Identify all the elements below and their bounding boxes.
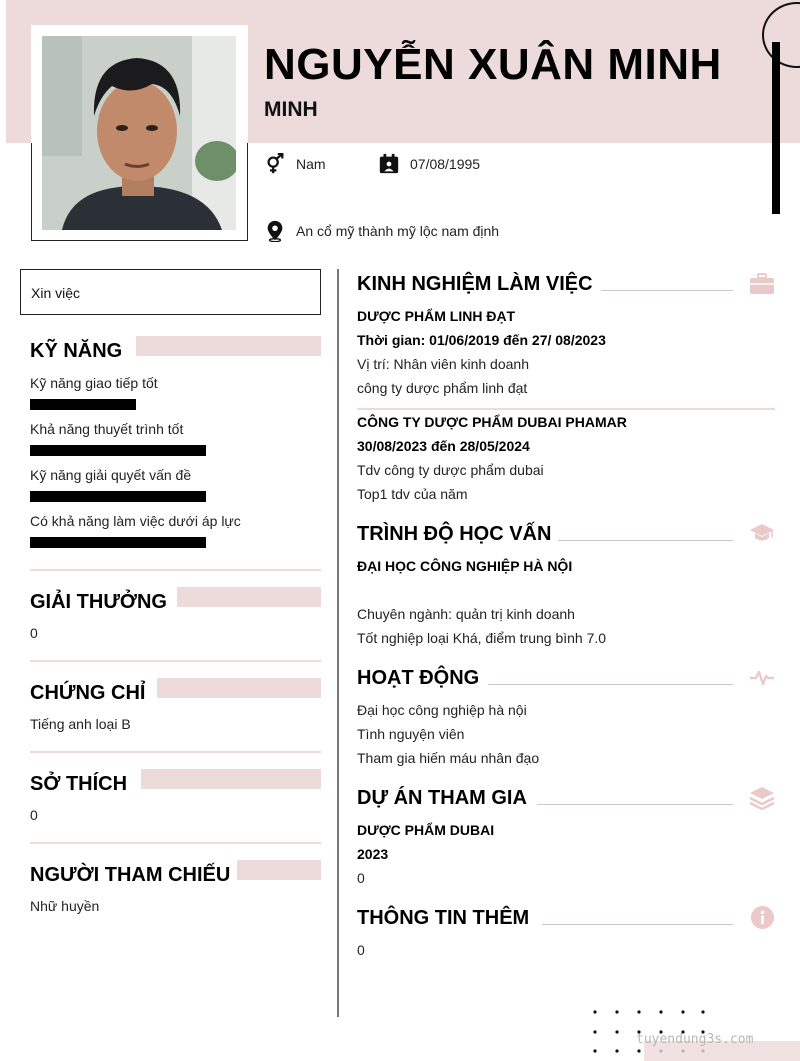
- job-company: CÔNG TY DƯỢC PHẨM DUBAI PHAMAR: [357, 414, 627, 430]
- project-detail: 0: [357, 870, 365, 886]
- projects-title-rule: [537, 804, 733, 805]
- skill-item: [30, 513, 321, 559]
- skill-item: [30, 421, 321, 467]
- education-major: Chuyên ngành: quản trị kinh doanh: [357, 606, 575, 622]
- education-title: TRÌNH ĐỘ HỌC VẤN: [357, 523, 552, 545]
- job-company: DƯỢC PHẨM LINH ĐẠT: [357, 308, 516, 324]
- references-title: NGƯỜI THAM CHIẾU: [30, 864, 321, 890]
- skills-section: [30, 340, 321, 559]
- references-title-accent: [237, 860, 321, 880]
- project-name: DƯỢC PHẨM DUBAI: [357, 822, 495, 838]
- references-text: Nhữ huyền: [30, 898, 100, 914]
- skills-list: [30, 375, 321, 559]
- address-info: [264, 220, 499, 242]
- skills-title-accent: [136, 336, 321, 356]
- calendar-icon: [378, 153, 400, 175]
- objective-text: Xin việc: [31, 285, 81, 301]
- certificates-text: Tiếng anh loại B: [30, 716, 131, 732]
- gender-text: Nam: [296, 156, 326, 172]
- skill-name: Khả năng thuyết trình tốt: [30, 421, 184, 437]
- address-text: An cổ mỹ thành mỹ lộc nam định: [296, 223, 500, 239]
- hobbies-title: SỞ THÍCH: [30, 773, 321, 799]
- objective-box: [20, 269, 321, 315]
- additional-title: THÔNG TIN THÊM: [357, 907, 530, 929]
- graduation-cap-icon: [749, 523, 775, 543]
- gender-info: [264, 153, 326, 175]
- additional-text: 0: [357, 942, 365, 958]
- projects-title: DỰ ÁN THAM GIA: [357, 787, 527, 809]
- skills-title: KỸ NĂNG: [30, 340, 321, 366]
- activities-title-rule: [488, 684, 733, 685]
- certificates-title-accent: [157, 678, 321, 698]
- experience-title: KINH NGHIỆM LÀM VIỆC: [357, 273, 593, 295]
- skill-name: Kỹ năng giao tiếp tốt: [30, 375, 158, 391]
- job-detail: công ty dược phẩm linh đạt: [357, 380, 528, 396]
- skill-level-bar: [30, 445, 206, 456]
- corner-bar-decoration: [772, 42, 780, 214]
- hobbies-title-accent: [141, 769, 321, 789]
- job-period: 30/08/2023 đến 28/05/2024: [357, 438, 530, 454]
- references-section: [30, 864, 321, 914]
- education-result: Tốt nghiệp loại Khá, điểm trung bình 7.0: [357, 630, 607, 646]
- skill-level-bar: [30, 491, 206, 502]
- job-period: Thời gian: 01/06/2019 đến 27/ 08/2023: [357, 332, 606, 348]
- birthdate-info: [378, 153, 480, 175]
- pulse-icon: [749, 669, 775, 687]
- activity-item: Tình nguyện viên: [357, 726, 465, 742]
- section-divider: [30, 660, 321, 662]
- briefcase-icon: [749, 273, 775, 295]
- skill-item: [30, 375, 321, 421]
- certificates-section: [30, 682, 321, 732]
- job-role: Tdv công ty dược phẩm dubai: [357, 462, 544, 478]
- awards-title: GIẢI THƯỞNG: [30, 591, 321, 617]
- additional-title-rule: [542, 924, 733, 925]
- activity-item: Tham gia hiến máu nhân đạo: [357, 750, 540, 766]
- awards-title-accent: [177, 587, 321, 607]
- activities-title: HOẠT ĐỘNG: [357, 667, 480, 689]
- certificates-title: CHỨNG CHỈ: [30, 682, 321, 708]
- watermark: tuyendung3s.com: [636, 1032, 754, 1047]
- job-role: Vị trí: Nhân viên kinh doanh: [357, 356, 529, 372]
- education-school: ĐẠI HỌC CÔNG NGHIỆP HÀ NỘI: [357, 558, 573, 574]
- layers-icon: [749, 785, 775, 811]
- section-divider: [30, 569, 321, 571]
- skill-item: [30, 467, 321, 513]
- info-icon: [750, 905, 775, 930]
- awards-text: 0: [30, 625, 38, 641]
- job-detail: Top1 tdv của năm: [357, 486, 468, 502]
- birthdate-text: 07/08/1995: [410, 156, 481, 172]
- hobbies-text: 0: [30, 807, 38, 823]
- skill-level-bar: [30, 399, 136, 410]
- education-title-rule: [558, 540, 733, 541]
- full-name: NGUYỄN XUÂN MINH: [264, 40, 722, 89]
- location-pin-icon: [264, 220, 286, 242]
- project-year: 2023: [357, 846, 389, 862]
- nickname: MINH: [264, 98, 318, 121]
- column-divider: [337, 269, 339, 1017]
- hobbies-section: [30, 773, 321, 823]
- activity-item: Đại học công nghiệp hà nội: [357, 702, 527, 718]
- avatar-photo-icon: [42, 36, 236, 230]
- skill-name: Kỹ năng giải quyết vấn đề: [30, 467, 192, 483]
- experience-title-rule: [601, 290, 733, 291]
- awards-section: [30, 591, 321, 641]
- skill-level-bar: [30, 537, 206, 548]
- avatar: [42, 36, 236, 230]
- section-divider: [30, 751, 321, 753]
- job-divider: [357, 408, 775, 410]
- gender-icon: [264, 153, 286, 175]
- skill-name: Có khả năng làm việc dưới áp lực: [30, 513, 241, 529]
- section-divider: [30, 842, 321, 844]
